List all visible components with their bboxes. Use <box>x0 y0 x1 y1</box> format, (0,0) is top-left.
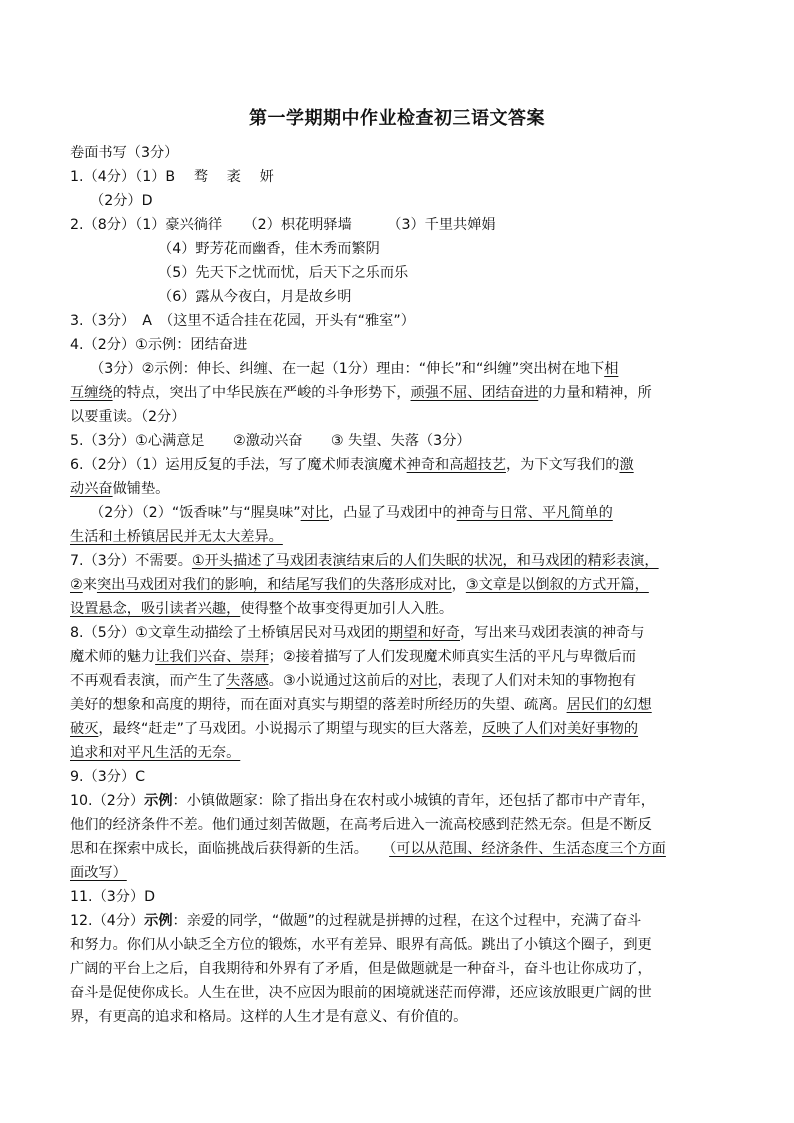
answer-text: ， <box>451 577 466 593</box>
answer-line <box>70 693 730 717</box>
answer-line <box>70 261 730 285</box>
answer-line <box>70 453 730 477</box>
answer-line <box>70 525 730 549</box>
answer-line <box>70 333 730 357</box>
underlined-text: ①开头描述了马戏团表演结束后的人们失眠的状况，和马戏团的精彩表演， <box>191 553 659 569</box>
underlined-text: 突出马戏团对我们的影响，和结尾写我们的失落形成对比 <box>96 577 452 593</box>
answer-text: 做铺垫。 <box>112 481 170 497</box>
answer-text: ：亲爱的同学，“做题”的过程就是拼搏的过程，在这个过程中，充满了奋斗 <box>172 913 642 929</box>
answer-text: ，最终“赶走”了马戏团。小说揭示了期望与现实的巨大落差， <box>98 721 482 737</box>
answer-line <box>70 405 730 429</box>
answer-text: 的力量和精神，所 <box>538 385 652 401</box>
underlined-text: 神奇与日常、平凡简单的 <box>456 505 613 521</box>
answer-text: 界，有更高的追求和格局。这样的人生才是有意义、有价值的。 <box>70 1009 468 1025</box>
answer-body <box>70 141 730 1029</box>
answer-line <box>70 189 730 213</box>
answer-text: （6）露从今夜白，月是故乡明 <box>158 289 352 305</box>
answer-text: ：小镇做题家：除了指出身在农村或小城镇的青年，还包括了都市中产青年， <box>172 793 655 809</box>
underlined-text: 失落感 <box>226 673 269 689</box>
answer-line <box>70 981 730 1005</box>
answer-text: 9.（3分）C <box>70 769 146 785</box>
underlined-text: 期望和好奇 <box>389 625 460 641</box>
answer-text: 魔术师的魅力 <box>70 649 156 665</box>
underlined-text: 动兴奋 <box>70 481 113 497</box>
answer-line <box>70 429 730 453</box>
answer-line <box>70 957 730 981</box>
underlined-text: 相 <box>604 361 619 377</box>
answer-text: 广阔的平台上之后，自我期待和外界有了矛盾，但是做题就是一种奋斗，奋斗也让你成功了， <box>70 961 652 977</box>
answer-text: （3分）②示例：伸长、纠缠、在一起（1分）理由：“伸长”和“纠缠”突出树在地下 <box>90 361 605 377</box>
bold-text: 示例 <box>144 793 173 809</box>
answer-line <box>70 669 730 693</box>
answer-line <box>70 141 730 165</box>
answer-text: 不再观看表演，而产生了 <box>70 673 227 689</box>
answer-line <box>70 933 730 957</box>
answer-text: 思和在探索中成长，面临挑战后获得新的生活。 <box>70 841 390 857</box>
answer-text: ，表现了人们对未知的事物抱有 <box>437 673 637 689</box>
answer-text: 2.（8分）（1）豪兴徜徉 （2）枳花明驿墙 （3）千里共婵娟 <box>70 217 496 233</box>
answer-text: 11.（3分）D <box>70 889 156 905</box>
answer-text: 以要重读。（2分） <box>70 409 186 425</box>
answer-text: 他们的经济条件不差。他们通过刻苦做题，在高考后进入一流高校感到茫然无奈。但是不断反 <box>70 817 652 833</box>
answer-text: 6.（2分）（1）运用反复的手法，写了魔术师表演魔术 <box>70 457 407 473</box>
answer-text: 奋斗是促使你成长。人生在世，决不应因为眼前的困境就迷茫而停滞，还应该放眼更广阔的世 <box>70 985 652 1001</box>
answer-text: 卷面书写（3分） <box>70 145 179 161</box>
underlined-text: 追求和对平凡生活的无奈。 <box>70 745 241 761</box>
answer-line <box>70 213 730 237</box>
answer-text: 的特点，突出了中华民族在严峻的斗争形势下， <box>112 385 411 401</box>
answer-line <box>70 165 730 189</box>
answer-text: （2分）（2）“饭香味”与“腥臭味” <box>90 505 301 521</box>
answer-text: 5.（3分）①心满意足 ②激动兴奋 ③ 失望、失落（3分） <box>70 433 471 449</box>
answer-text: 使得整个故事变得更加引人入胜。 <box>240 601 454 617</box>
answer-line <box>70 309 730 333</box>
answer-text: 3.（3分） A （这里不适合挂在花园，开头有“雅室”） <box>70 313 415 329</box>
underlined-text: ② <box>70 577 83 593</box>
answer-line <box>70 861 730 885</box>
underlined-text: 激 <box>619 457 634 473</box>
answer-line <box>70 477 730 501</box>
underlined-text: 设置悬念，吸引读者兴趣， <box>70 601 241 617</box>
underlined-text: 居民们的幻想 <box>566 697 652 713</box>
answer-line <box>70 285 730 309</box>
underlined-text: 反映了人们对美好事物的 <box>481 721 639 737</box>
answer-text: 来 <box>82 577 97 593</box>
answer-text: ，为下文写我们的 <box>505 457 620 473</box>
answer-text: 7.（3分）不需要。 <box>70 553 192 569</box>
answer-text: ，凸显了马戏团中的 <box>329 505 457 521</box>
answer-line <box>70 837 730 861</box>
answer-text: ；②接着描写了人们发现魔术师真实生活的平凡与卑微后而 <box>268 649 637 665</box>
underlined-text: 互缠绕 <box>70 385 113 401</box>
answer-line <box>70 789 730 813</box>
answer-text: 10.（2分） <box>70 793 145 809</box>
answer-line <box>70 645 730 669</box>
answer-line <box>70 549 730 573</box>
answer-line <box>70 765 730 789</box>
answer-line <box>70 717 730 741</box>
answer-line <box>70 381 730 405</box>
bold-text: 示例 <box>144 913 173 929</box>
answer-text: 4.（2分）①示例：团结奋进 <box>70 337 248 353</box>
underlined-text: 对比 <box>300 505 329 521</box>
underlined-text: 神奇和高超技艺 <box>406 457 506 473</box>
answer-line <box>70 621 730 645</box>
underlined-text: 破灭 <box>70 721 99 737</box>
underlined-text: 让我们兴奋、崇拜 <box>155 649 269 665</box>
underlined-text: 顽强不屈、团结奋进 <box>410 385 539 401</box>
answer-text: 1.（4分）（1）B 骛 袤 妍 <box>70 169 274 185</box>
answer-line <box>70 813 730 837</box>
answer-line <box>70 909 730 933</box>
answer-line <box>70 885 730 909</box>
answer-text: ，写出来马戏团表演的神奇与 <box>460 625 645 641</box>
answer-line <box>70 237 730 261</box>
answer-text: 和努力。你们从小缺乏全方位的锻炼，水平有差异、眼界有高低。跳出了小镇这个圈子，到更 <box>70 937 652 953</box>
answer-line <box>70 741 730 765</box>
answer-text: （4）野芳花而幽香，佳木秀而繁阴 <box>158 241 380 257</box>
answer-text: 美好的想象和高度的期待，而在面对真实与期望的落差时所经历的失望、疏离。 <box>70 697 567 713</box>
answer-line <box>70 501 730 525</box>
answer-text: 。③小说通过这前后的 <box>268 673 410 689</box>
underlined-text: 面改写） <box>70 865 127 881</box>
answer-line <box>70 1005 730 1029</box>
underlined-text: 生活和土桥镇居民并无太大差异。 <box>70 529 283 545</box>
underlined-text: （可以从范围、经济条件、生活态度三个方面 <box>389 841 666 857</box>
answer-text: 12.（4分） <box>70 913 145 929</box>
page-title: 第一学期期中作业检查初三语文答案 <box>249 108 545 129</box>
answer-text: 8.（5分）①文章生动描绘了土桥镇居民对马戏团的 <box>70 625 390 641</box>
answer-text: （5）先天下之忧而忧，后天下之乐而乐 <box>158 265 409 281</box>
underlined-text: ③文章是以倒叙的方式开篇， <box>465 577 649 593</box>
answer-line <box>70 357 730 381</box>
answer-line <box>70 597 730 621</box>
underlined-text: 对比 <box>409 673 438 689</box>
answer-line <box>70 573 730 597</box>
answer-text: （2分）D <box>90 193 153 209</box>
